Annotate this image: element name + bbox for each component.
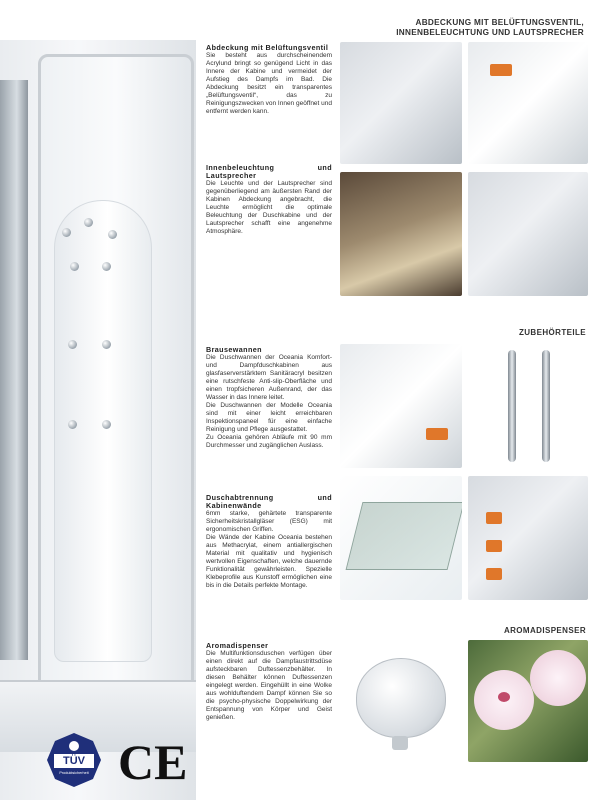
block-text: Die Wände der Kabine Oceania bestehen aus Methacrylat, einem antiallergischen Material mit qualitativ und hygienisch wertvollen Eigenschaften, welche dauernde Funktionalität gewährleisten. Spezielle Klebeprofile aus Kunstoff ermöglichen eine bis in die Details perfekte Montage. [206, 534, 332, 589]
photo-vent-hand [468, 42, 588, 164]
block-text: Die Multifunktionsduschen verfügen über einen direkt auf die Dampfaustrittsdüse aufsteckbaren Duftessenzbehälter. In diesen Behälter können Duftessenzen eingelegt werden. Eingehüllt in eine Wolke aus wohlduftendem Dampf können Sie so die psycho-physische Doppelwirkung der Entspannung von Körper und Geist genießen. [206, 650, 332, 721]
header-line-2: INNENBELEUCHTUNG UND LAUTSPRECHER [396, 28, 584, 37]
massage-jet [108, 230, 117, 239]
ce-mark: CE [118, 734, 188, 790]
massage-jet [62, 228, 71, 237]
tuv-label: TÜV [63, 755, 85, 767]
text-block-aromadispenser [206, 642, 332, 722]
arrow-icon [486, 568, 502, 580]
handle-bar [542, 350, 550, 462]
orchid-center [498, 692, 510, 702]
tuv-sublabel: Produktsicherheit [59, 771, 89, 775]
block-text: Die Duschwannen der Oceania Komfort-und Dampfduschkabinen aus glasfaserverstärktem Sanitäracryl besitzen eine rutschfeste Anti-slip-Oberfläche und einen tropfsicheren Außenrand, der das Wasser in das Innere leitet. [206, 354, 332, 401]
block-text: Die Duschwannen der Modelle Oceania sind mit einer leicht erreichbaren Inspektionspaneel für eine einfache Reinigung und Pflege ausgestattet. [206, 402, 332, 433]
orchid-petal [530, 650, 586, 706]
massage-jet [68, 420, 77, 429]
block-text: 6mm starke, gehärtete transparente Sicherheitskristallgläser (ESG) mit ergonomischen Griffen. [206, 510, 332, 533]
photo-orchid [468, 640, 588, 762]
arrow-icon [426, 428, 448, 440]
massage-jet [102, 262, 111, 271]
photo-aroma-container [340, 640, 462, 762]
glass-pane [346, 502, 462, 570]
massage-jet [68, 340, 77, 349]
massage-jet [84, 218, 93, 227]
section-label-zubehoerteile: ZUBEHÖRTEILE [518, 328, 586, 337]
photo-glass-panel [340, 476, 462, 600]
tuv-logo [46, 732, 102, 788]
header-line-1: ABDECKUNG MIT BELÜFTUNGSVENTIL, [415, 18, 584, 27]
text-block-innenbeleuchtung [206, 164, 332, 236]
aroma-dome [356, 658, 446, 738]
photo-cabin-walls [468, 476, 588, 600]
photo-ceiling-light [340, 172, 462, 296]
arrow-icon [490, 64, 512, 76]
arrow-icon [486, 540, 502, 552]
photo-speaker [468, 172, 588, 296]
handle-bar [508, 350, 516, 462]
section-label-aromadispenser: AROMADISPENSER [503, 626, 586, 635]
arrow-icon [486, 512, 502, 524]
block-text: Die Leuchte und der Lautsprecher sind gegenüberliegend am äußersten Rand der Kabinen Abdeckung angebracht, die Leuchte ermöglicht die optimale Beleuchtung der Duschkabine und der Lautsprecher schafft eine angenehme Atmosphäre. [206, 180, 332, 235]
block-title: Brausewannen [206, 345, 262, 354]
block-title: Aromadispenser [206, 641, 269, 650]
block-title: Duschabtrennung und Kabinenwände [206, 493, 332, 510]
block-title: Abdeckung mit Belüftungsventil [206, 43, 329, 52]
massage-jet [102, 340, 111, 349]
aroma-nozzle [392, 736, 408, 750]
block-title: Innenbeleuchtung und Lautsprecher [206, 163, 332, 180]
block-text: Sie besteht aus durchscheinendem Acrylund bringt so genügend Licht in das Innere der Kabine und vermeidet der Aufstieg des Dampfs im Bad. Die Abdeckung besitzt ein transparentes „Belüftungsventil“, das zu Reinigungszwecken von Innen geöffnet und entfernt werden kann. [206, 52, 333, 115]
photo-shower-tray [340, 344, 462, 468]
massage-jet [102, 420, 111, 429]
photo-cover-lid [340, 42, 462, 164]
shower-column [0, 80, 28, 660]
photo-handles [468, 344, 588, 468]
text-block-duschabtrennung [206, 494, 332, 590]
text-block-abdeckung [206, 44, 332, 116]
text-block-brausewannen [206, 346, 332, 450]
shower-cabin-photo [0, 40, 196, 800]
block-text: Zu Oceania gehören Abläufe mit 90 mm Durchmesser und zugänglichen Auslass. [206, 434, 332, 449]
massage-jet [70, 262, 79, 271]
page-header [396, 18, 584, 38]
